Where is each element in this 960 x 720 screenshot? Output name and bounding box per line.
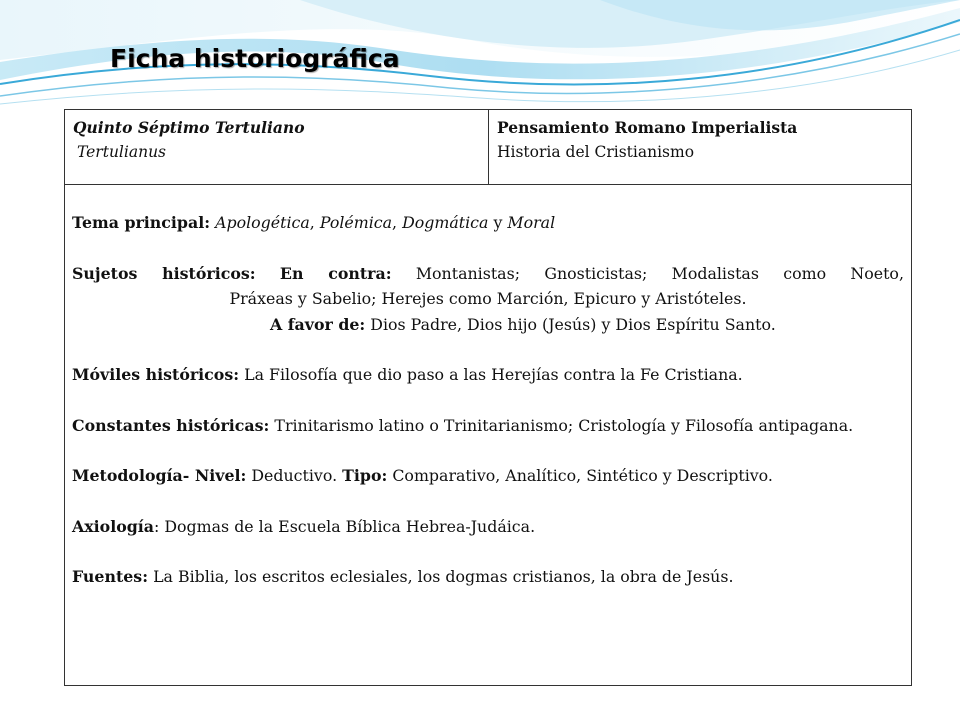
- metodologia: [72, 463, 904, 489]
- sujetos-contra-continued: Práxeas y Sabelio; Herejes como Marción, Epicuro y Aristóteles.: [229, 289, 747, 308]
- tema-sep-1: ,: [309, 213, 320, 232]
- metodologia-tipo-text: Comparativo, Analítico, Sintético y Descriptivo.: [392, 466, 773, 485]
- sujetos-historicos: [72, 261, 904, 287]
- constantes-label: Constantes históricas:: [72, 415, 270, 435]
- fuentes-label: Fuentes:: [72, 567, 149, 586]
- subject-text: Historia del Cristianismo: [497, 143, 695, 161]
- sujetos-favor: [72, 312, 904, 338]
- sujetos-favor-text: Dios Padre, Dios hijo (Jesús) y Dios Espíritu Santo.: [370, 314, 776, 334]
- axiologia: [72, 514, 904, 540]
- header-divider: [65, 184, 911, 185]
- author-latin-name: Tertulianus: [77, 143, 167, 161]
- constantes-text: Trinitarismo latino o Trinitarianismo; Cristología y Filosofía antipagana.: [274, 415, 854, 435]
- tema-item-1: Apologética: [215, 213, 310, 232]
- sujetos-contra-text: Montanistas; Gnosticistas; Modalistas como Noeto,: [415, 263, 904, 283]
- fuentes: [72, 564, 904, 590]
- fuentes-text: La Biblia, los escritos eclesiales, los dogmas cristianos, la obra de Jesús.: [153, 567, 734, 586]
- sujetos-favor-label: A favor de:: [270, 314, 366, 334]
- tema-item-3: Dogmática: [402, 213, 489, 232]
- tema-conj: y: [488, 213, 508, 232]
- moviles-text: La Filosofía que dio paso a las Herejías contra la Fe Cristiana.: [244, 365, 743, 384]
- axiologia-text: : Dogmas de la Escuela Bíblica Hebrea-Judáica.: [154, 516, 536, 536]
- tema-item-4: Moral: [507, 213, 556, 232]
- tema-sep-2: ,: [392, 213, 403, 232]
- card-body: [72, 210, 904, 615]
- metodologia-tipo-label: Tipo:: [342, 466, 388, 485]
- metodologia-nivel: Deductivo.: [251, 466, 338, 485]
- moviles-label: Móviles históricos:: [72, 365, 240, 384]
- historiography-card: [64, 109, 912, 686]
- metodologia-label: Metodología- Nivel:: [72, 466, 247, 485]
- tema-label: Tema principal:: [72, 213, 211, 232]
- tema-principal: [72, 210, 904, 236]
- sujetos-contra-label: En contra:: [279, 263, 392, 283]
- thought-cell: [489, 110, 911, 184]
- author-name: Quinto Séptimo Tertuliano: [73, 118, 305, 137]
- page-title: Ficha historiográfica: [110, 44, 400, 73]
- axiologia-label: Axiología: [72, 516, 155, 536]
- sujetos-label: Sujetos históricos:: [72, 263, 256, 283]
- thought-title: Pensamiento Romano Imperialista: [497, 118, 798, 137]
- moviles-historicos: [72, 362, 904, 388]
- constantes-historicas: [72, 413, 904, 439]
- tema-item-2: Polémica: [319, 213, 393, 232]
- author-cell: [65, 110, 489, 184]
